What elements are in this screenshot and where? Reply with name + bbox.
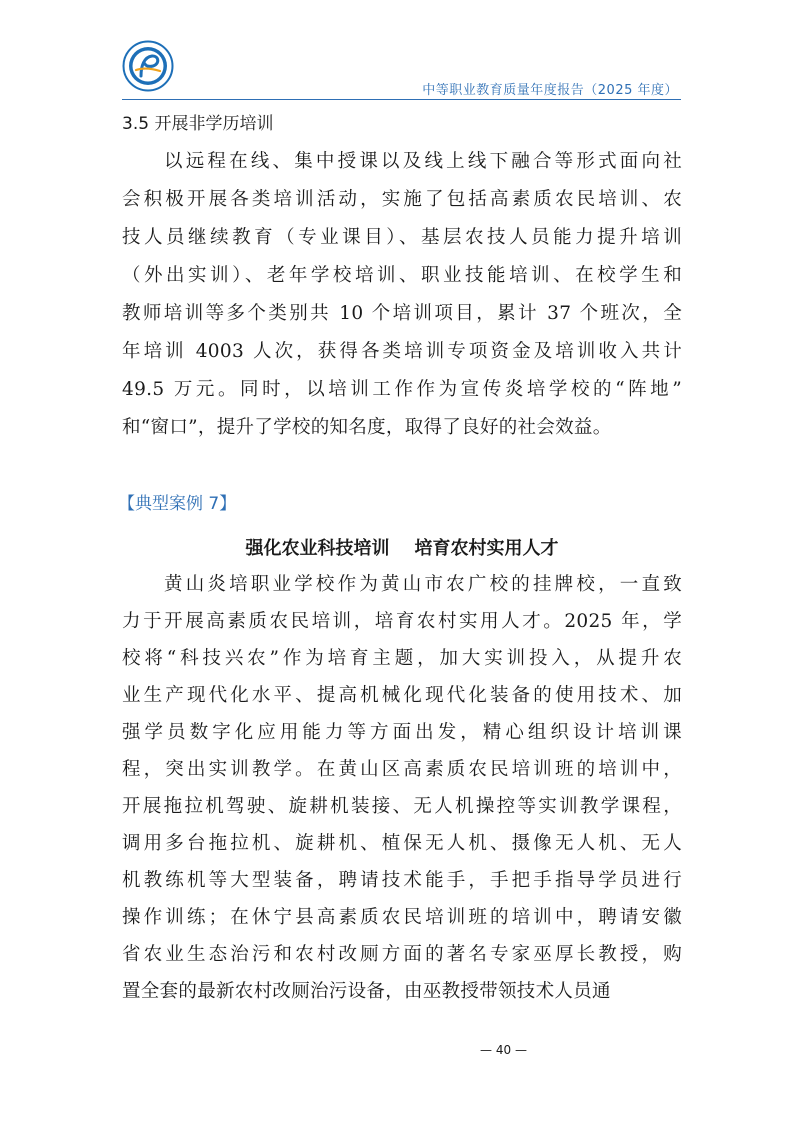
paragraph-line: 校将“科技兴农”作为培育主题，加大实训投入，从提升农: [122, 648, 682, 669]
paragraph-line: 业生产现代化水平、提高机械化现代化装备的使用技术、加: [122, 685, 682, 706]
case-title: 强化农业科技培训 培育农村实用人才: [245, 538, 559, 559]
paragraph-line: 技人员继续教育（专业课目）、基层农技人员能力提升培训: [122, 227, 682, 248]
page-number: — 40 —: [480, 1043, 527, 1057]
paragraph-line: 机教练机等大型装备，聘请技术能手，手把手指导学员进行: [122, 870, 682, 891]
paragraph-line: 力于开展高素质农民培训，培育农村实用人才。2025 年，学: [122, 611, 682, 632]
paragraph-line: 省农业生态治污和农村改厕方面的著名专家巫厚长教授，购: [122, 944, 682, 965]
paragraph-line: 强学员数字化应用能力等方面出发，精心组织设计培训课: [122, 722, 682, 743]
paragraph-line: 调用多台拖拉机、旋耕机、植保无人机、摄像无人机、无人: [122, 833, 682, 854]
paragraph-line: 教师培训等多个类别共 10 个培训项目，累计 37 个班次，全: [122, 303, 682, 324]
school-logo: [122, 40, 174, 92]
header-rule: [122, 99, 681, 100]
paragraph-line: 黄山炎培职业学校作为黄山市农广校的挂牌校，一直致: [164, 574, 682, 595]
paragraph-line: 以远程在线、集中授课以及线上线下融合等形式面向社: [164, 151, 682, 172]
report-title: 中等职业教育质量年度报告（2025 年度）: [422, 83, 678, 98]
paragraph-line: 置全套的最新农村改厕治污设备，由巫教授带领技术人员通: [122, 981, 611, 1002]
case-label: 【典型案例 7】: [118, 494, 237, 514]
paragraph-line: 年培训 4003 人次，获得各类培训专项资金及培训收入共计: [122, 341, 682, 362]
paragraph-line: 程，突出实训教学。在黄山区高素质农民培训班的培训中，: [122, 759, 682, 780]
paragraph-line: （外出实训）、老年学校培训、职业技能培训、在校学生和: [122, 265, 682, 286]
paragraph-line: 操作训练；在休宁县高素质农民培训班的培训中，聘请安徽: [122, 907, 682, 928]
paragraph-line: 和“窗口”，提升了学校的知名度，取得了良好的社会效益。: [122, 417, 612, 438]
paragraph-line: 49.5 万元。同时，以培训工作作为宣传炎培学校的“阵地”: [122, 379, 682, 400]
paragraph-line: 会积极开展各类培训活动，实施了包括高素质农民培训、农: [122, 189, 682, 210]
section-heading: 3.5 开展非学历培训: [122, 114, 274, 134]
paragraph-line: 开展拖拉机驾驶、旋耕机装接、无人机操控等实训教学课程，: [122, 796, 682, 817]
